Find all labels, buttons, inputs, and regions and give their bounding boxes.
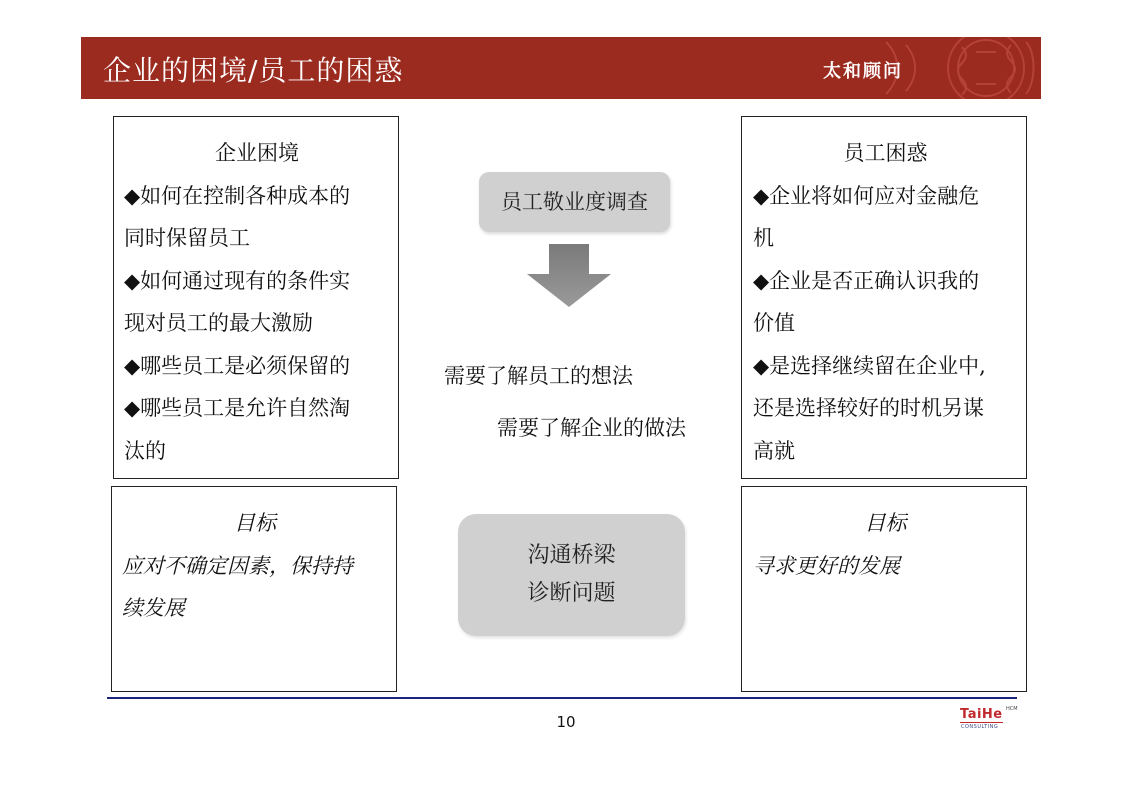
enterprise-item: 汰的 [124, 438, 166, 463]
employee-item: 高就 [753, 438, 795, 463]
communication-bridge-box [458, 514, 685, 636]
employee-confusion-heading: 员工困惑 [843, 141, 928, 165]
enterprise-goal-item: 应对不确定因素，保持持 [122, 553, 353, 578]
employee-goal-heading: 目标 [864, 511, 907, 535]
footer-divider [107, 697, 1017, 699]
employee-item: 价值 [753, 311, 795, 335]
employee-item: ◆是选择继续留在企业中, [753, 353, 986, 378]
employee-item: ◆企业是否正确认识我的 [753, 268, 980, 293]
page-number: 10 [556, 713, 576, 731]
enterprise-item: ◆哪些员工是必须保留的 [124, 353, 351, 378]
brand-logo-text: 太和顾问 [823, 61, 903, 82]
taihe-logo [960, 708, 1022, 734]
enterprise-item: 现对员工的最大激励 [124, 311, 313, 335]
arrow-down-icon [527, 244, 611, 307]
slide-title: 企业的困境/员工的困惑 [103, 54, 404, 87]
engagement-survey-label: 员工敬业度调查 [479, 172, 670, 232]
enterprise-item: ◆如何在控制各种成本的 [124, 183, 351, 208]
enterprise-goal-item: 续发展 [122, 596, 185, 620]
enterprise-item: ◆哪些员工是允许自然淘 [124, 396, 351, 420]
employee-confusion-box [741, 116, 1027, 479]
employee-item: 机 [753, 226, 774, 250]
logo-main-text: TaiHe [960, 707, 1003, 722]
logo-sub-text: CONSULTING [961, 724, 999, 730]
enterprise-item: ◆如何通过现有的条件实 [124, 268, 351, 293]
employee-goal-box [741, 486, 1027, 692]
enterprise-dilemma-box [113, 116, 399, 479]
bridge-line-2: 诊断问题 [527, 581, 616, 606]
enterprise-dilemma-heading: 企业困境 [215, 141, 299, 165]
bridge-line-1: 沟通桥梁 [527, 543, 616, 568]
enterprise-goal-heading: 目标 [234, 511, 276, 535]
logo-tm-text: HCM [1006, 706, 1018, 712]
enterprise-goal-box [111, 486, 397, 692]
employee-item: 还是选择较好的时机另谋 [753, 396, 984, 420]
enterprise-item: 同时保留员工 [124, 226, 250, 250]
employee-item: ◆企业将如何应对金融危 [753, 183, 980, 208]
need-understand-enterprise-text: 需要了解企业的做法 [497, 416, 686, 440]
need-understand-employees-text: 需要了解员工的想法 [444, 364, 633, 388]
employee-goal-item: 寻求更好的发展 [753, 553, 900, 578]
title-bar [81, 37, 1041, 99]
